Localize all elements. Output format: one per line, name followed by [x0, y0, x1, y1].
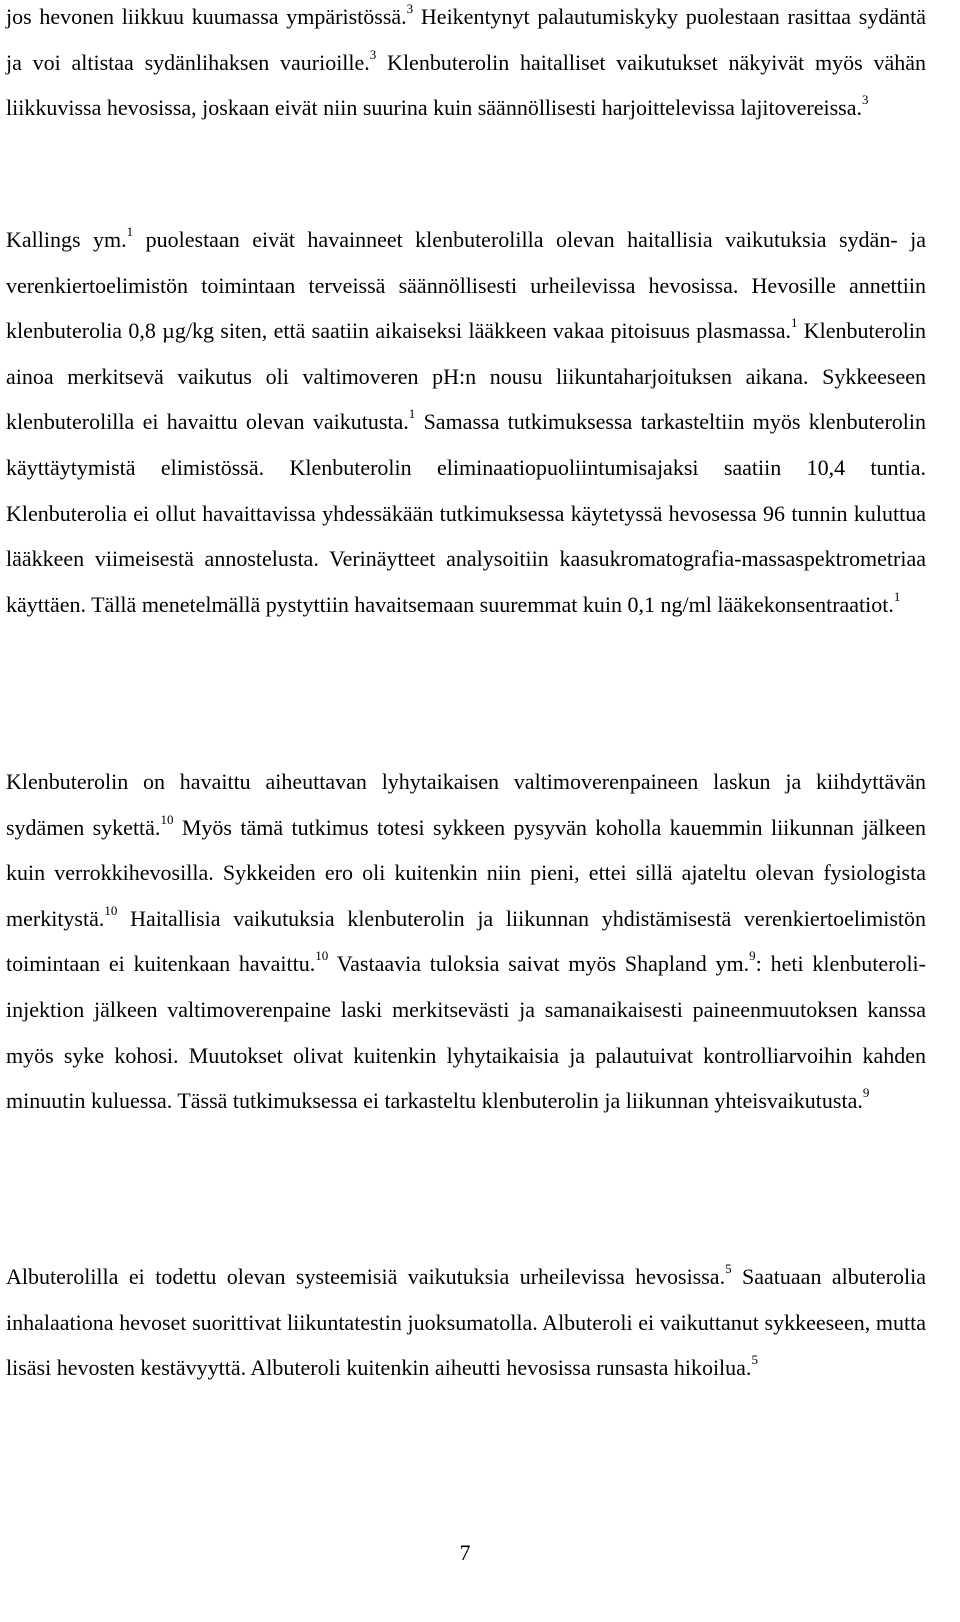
paragraph	[6, 1254, 926, 1391]
text-run: puolestaan eivät havainneet klenbuterolilla olevan haitallisia vaikutuksia sydän- ja verenkiertoelimistön toimintaan terveissä säännöllisesti urheilevissa hevosissa. Hevosille annettiin klenbuterolia 0,8 µg/kg siten, että saatiin aikaiseksi lääkkeen vakaa pitoisuus plasmassa.	[6, 227, 926, 344]
reference-marker: 3	[406, 1, 414, 16]
text-run: Albuterolilla ei todettu olevan systeemisiä vaikutuksia urheilevissa hevosissa.	[6, 1264, 726, 1289]
paragraph	[6, 0, 926, 131]
text-run: Haitallisia vaikutuksia klenbuterolin ja liikunnan yhdistämisestä verenkiertoelimistön toimintaan ei kuitenkaan havaittu.	[6, 905, 926, 977]
reference-marker: 3	[369, 46, 377, 62]
reference-marker: 10	[104, 902, 118, 918]
text-run: Klenbuterolin ainoa merkitsevä vaikutus oli valtimoveren pH:n nousu liikuntaharjoituksen aikana. Sykkeeseen klenbuterolilla ei havaittu olevan vaikutusta.	[6, 318, 926, 435]
text-run: Kallings ym.	[6, 227, 127, 252]
text-run: Klenbuterolin haitalliset vaikutukset näkyivät myös vähän liikkuvissa hevosissa, joskaan eivät niin suurina kuin säännöllisesti harjoittelevissa lajitovereissa.	[6, 49, 926, 121]
reference-marker: 1	[126, 224, 134, 239]
paragraph	[6, 759, 926, 1124]
text-run: Saatuaan albuterolia inhalaationa hevoset suorittivat liikuntatestin juoksumatolla. Albuteroli ei vaikuttanut sykkeeseen, mutta lisäsi hevosten kestävyyttä. Albuteroli kuitenkin aiheutti hevosissa runsasta hikoilua.	[6, 1264, 926, 1381]
reference-marker: 10	[315, 948, 329, 964]
reference-marker: 5	[725, 1261, 732, 1276]
page-number: 7	[459, 1540, 471, 1565]
text-run: Heikentynyt palautumiskyky puolestaan rasittaa sydäntä ja voi altistaa sydänlihaksen vaurioille.	[6, 4, 926, 75]
reference-marker: 5	[751, 1352, 758, 1368]
text-run: Myös tämä tutkimus totesi sykkeen pysyvän koholla kauemmin liikunnan jälkeen kuin verrokkihevosilla. Sykkeiden ero oli kuitenkin niin pieni, ettei sillä ajateltu olevan fysiologista merkitystä.	[6, 814, 926, 931]
reference-marker: 1	[893, 588, 901, 604]
reference-marker: 10	[160, 811, 174, 827]
text-run: jos hevonen liikkuu kuumassa ympäristössä.	[6, 4, 407, 29]
reference-marker: 9	[749, 948, 756, 964]
text-run: Klenbuterolin on havaittu aiheuttavan lyhytaikaisen valtimoverenpaineen laskun ja kiihdyttävän sydämen sykettä.	[6, 769, 926, 840]
paragraph	[6, 217, 926, 627]
reference-marker: 3	[862, 92, 869, 108]
text-run: : heti klenbuteroli-injektion jälkeen valtimoverenpaine laski merkitsevästi ja samanaikaisesti paineenmuutoksen kanssa myös syke kohosi. Muutokset olivat kuitenkin lyhytaikaisia ja palautuivat kontrolliarvoihin kahden minuutin kuluessa. Tässä tutkimuksessa ei tarkasteltu klenbuterolin ja liikunnan yhteisvaikutusta.	[6, 951, 926, 1114]
reference-marker: 9	[862, 1085, 870, 1101]
text-run: Samassa tutkimuksessa tarkasteltiin myös klenbuterolin käyttäytymistä elimistössä. Klenbuterolin eliminaatiopuoliintumisajaksi saatiin 10,4 tuntia. Klenbuterolia ei ollut havaittavissa yhdessäkään tutkimuksessa käytetyssä hevosessa 96 tunnin kuluttua lääkkeen viimeisestä annostelusta. Verinäytteet analysoitiin kaasukromatografia-massaspektrometriaa käyttäen. Tällä menetelmällä pystyttiin havaitsemaan suuremmat kuin 0,1 ng/ml lääkekonsentraatiot.	[6, 409, 927, 617]
reference-marker: 1	[408, 406, 416, 422]
text-run: Vastaavia tuloksia saivat myös Shapland ym.	[328, 951, 750, 977]
reference-marker: 1	[790, 315, 798, 331]
